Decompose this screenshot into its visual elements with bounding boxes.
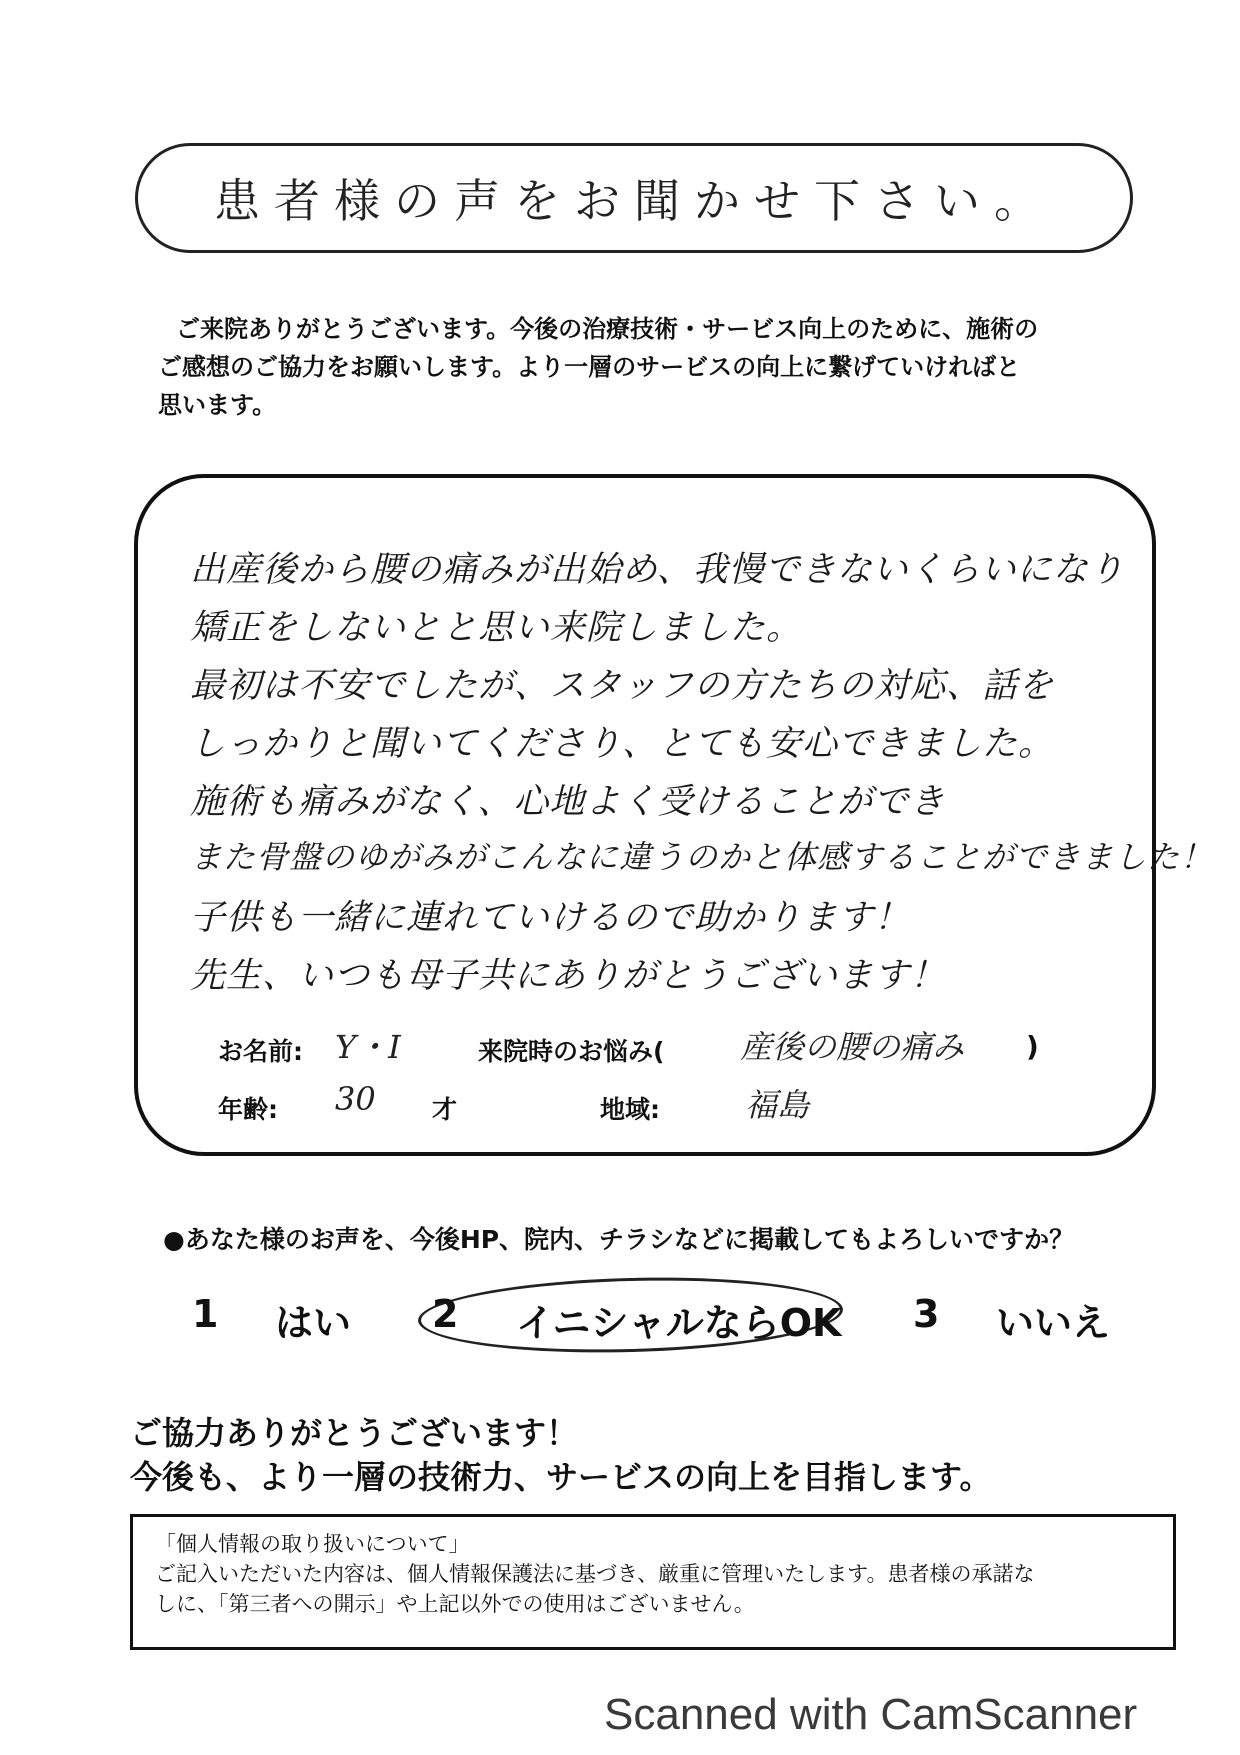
comment-line: 最初は不安でしたが、スタッフの方たちの対応、話を [190,666,1055,706]
intro-line-3: 思います。 [158,391,277,419]
intro-paragraph [158,310,1118,424]
consent-question: ●あなた様のお声を、今後HP、院内、チラシなどに掲載してもよろしいですか？ [163,1225,1075,1254]
worry-close-paren: ) [1026,1030,1039,1063]
scanner-watermark: Scanned with CamScanner [596,1690,1145,1740]
comment-line: また骨盤のゆがみがこんなに違うのかと体感することができました！ [190,838,1214,876]
privacy-notice [130,1514,1176,1650]
intro-line-1: ご来院ありがとうございます。今後の治療技術・サービス向上のために、施術の [176,315,1039,343]
age-value: 30 [335,1080,376,1118]
comment-line: 子供も一緒に連れていけるので助かります！ [190,898,911,938]
area-label: 地域: [600,1095,660,1124]
name-value: Y・I [335,1028,401,1066]
comment-line: しっかりと聞いてくださり、とても安心できました。 [190,724,1055,764]
privacy-line-2: しに、「第三者への開示」や上記以外での使用はございません。 [155,1592,755,1616]
name-label: お名前: [218,1037,303,1066]
worry-label: 来院時のお悩み( [478,1037,665,1066]
option-3-label: いいえ [996,1301,1111,1345]
option-1-label: はい [275,1301,352,1345]
intro-line-2: ご感想のご協力をお願いします。より一層のサービスの向上に繋げていければと [158,353,1021,381]
option-3-number: 3 [913,1292,940,1336]
comment-line: 先生、いつも母子共にありがとうございます！ [190,956,947,996]
title-frame [135,143,1133,253]
option-2-label: イニシャルならOK [516,1301,842,1345]
page-title: 患者様の声をお聞かせ下さい。 [214,174,1054,228]
comment-line: 施術も痛みがなく、心地よく受けることができ [190,782,946,822]
age-label: 年齢: [218,1095,278,1124]
area-value: 福島 [745,1086,810,1124]
option-1-number: 1 [192,1292,219,1336]
thanks-line-2: 今後も、より一層の技術力、サービスの向上を目指します。 [130,1458,992,1496]
comment-line: 出産後から腰の痛みが出始め、我慢できないくらいになり [190,550,1125,590]
age-unit: 才 [432,1095,458,1124]
comment-line: 矯正をしないとと思い来院しました。 [190,608,803,648]
option-2-number: 2 [432,1292,459,1336]
privacy-line-1: ご記入いただいた内容は、個人情報保護法に基づき、厳重に管理いたします。患者様の承諾な [155,1562,1035,1586]
worry-value: 産後の腰の痛み [740,1028,965,1066]
thanks-line-1: ご協力ありがとうございます！ [130,1414,579,1452]
privacy-heading: 「個人情報の取り扱いについて」 [155,1532,470,1556]
